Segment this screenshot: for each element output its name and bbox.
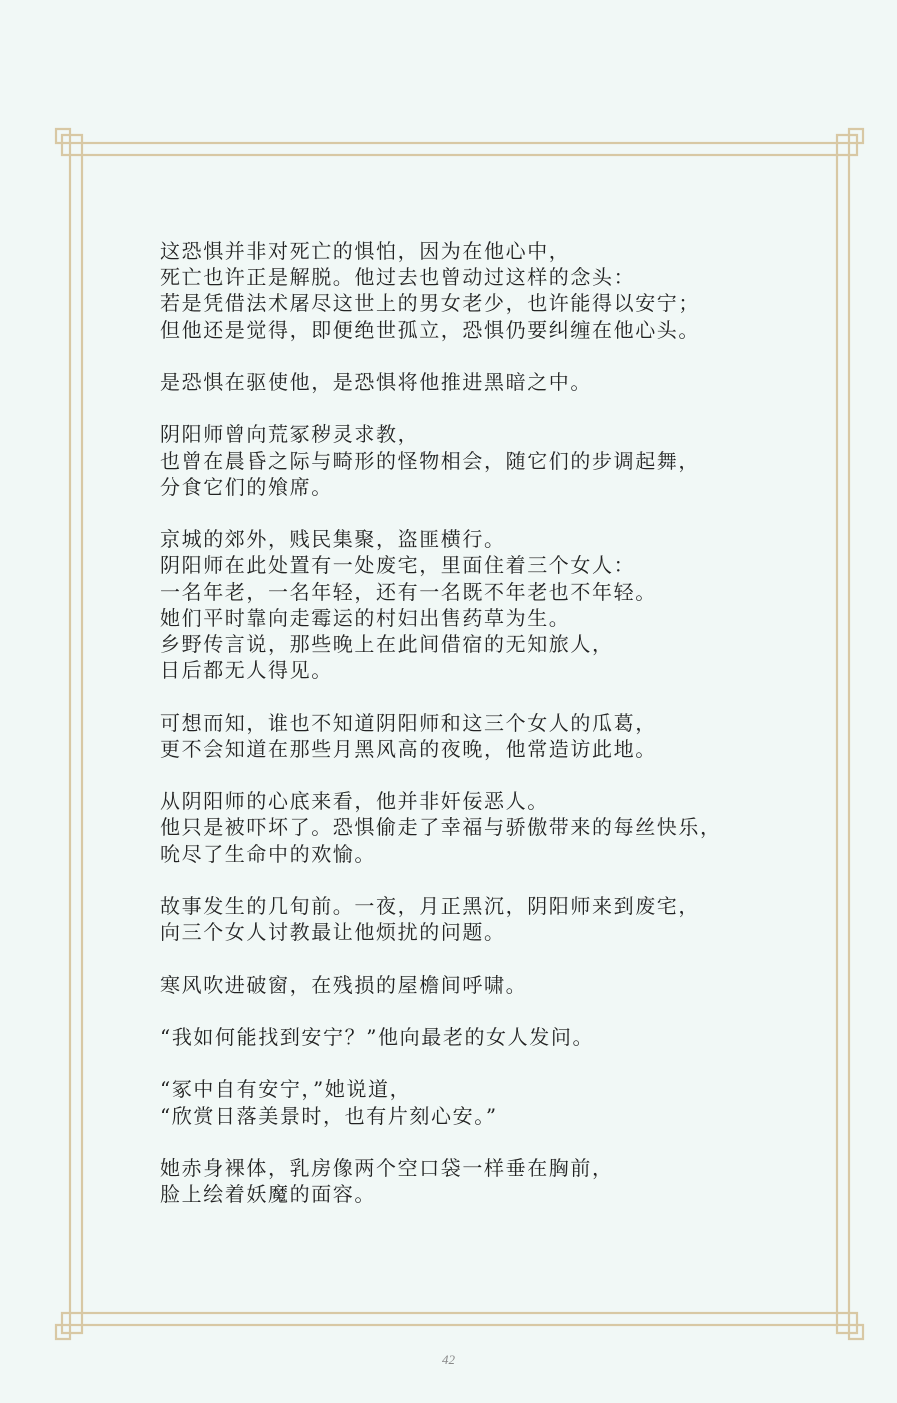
stanza-3 [160, 421, 780, 500]
text-line: “我如何能找到安宁？”他向最老的女人发问。 [160, 1024, 595, 1049]
stanza-10 [160, 1076, 780, 1128]
page-number: 42 [442, 1352, 455, 1367]
text-line: 也曾在晨昏之际与畸形的怪物相会，随它们的步调起舞， [160, 448, 700, 473]
text-line: 他只是被吓坏了。恐惧偷走了幸福与骄傲带来的每丝快乐， [160, 815, 722, 840]
stanza-6 [160, 788, 780, 867]
stanza-1 [160, 238, 780, 343]
text-line: 故事发生的几旬前。一夜，月正黑沉，阴阳师来到废宅， [160, 893, 700, 918]
stanza-4 [160, 526, 780, 683]
stanza-11 [160, 1155, 780, 1207]
text-line: 但他还是觉得，即便绝世孤立，恐惧仍要纠缠在他心头。 [160, 317, 700, 342]
text-line: 是恐惧在驱使他，是恐惧将他推进黑暗之中。 [160, 370, 592, 394]
poem-text [160, 238, 780, 1234]
text-line: 她们平时靠向走霉运的村妇出售药草为生。 [160, 605, 571, 630]
text-line: 脸上绘着妖魔的面容。 [160, 1182, 376, 1207]
text-line: 更不会知道在那些月黑风高的夜晚，他常造访此地。 [160, 736, 657, 761]
stanza-5 [160, 710, 780, 762]
text-line: 日后都无人得见。 [160, 658, 333, 683]
text-line: 阴阳师在此处置有一处废宅，里面住着三个女人： [160, 553, 636, 578]
stanza-2 [160, 369, 780, 395]
stanza-9 [160, 1024, 780, 1050]
text-line: 阴阳师曾向荒冢秽灵求教， [160, 422, 420, 447]
text-line: 她赤身裸体，乳房像两个空口袋一样垂在胸前， [160, 1155, 614, 1180]
text-line: 若是凭借法术屠尽这世上的男女老少，也许能得以安宁； [160, 291, 700, 316]
text-line: “冢中自有安宁，”她说道， [160, 1077, 412, 1102]
text-line: 分食它们的飧席。 [160, 474, 333, 499]
text-line: 可想而知，谁也不知道阴阳师和这三个女人的瓜葛， [160, 710, 657, 735]
text-line: 一名年老，一名年轻，还有一名既不年老也不年轻。 [160, 579, 657, 604]
text-line: 寒风吹进破窗，在残损的屋檐间呼啸。 [160, 972, 528, 997]
text-line: 京城的郊外，贱民集聚，盗匪横行。 [160, 527, 506, 552]
text-line: 吮尽了生命中的欢愉。 [160, 841, 376, 866]
text-line: 乡野传言说，那些晚上在此间借宿的无知旅人， [160, 632, 614, 656]
text-line: “欣赏日落美景时，也有片刻心安。” [160, 1103, 498, 1128]
stanza-7 [160, 893, 780, 945]
stanza-8 [160, 972, 780, 998]
text-line: 从阴阳师的心底来看，他并非奸佞恶人。 [160, 789, 549, 814]
text-line: 向三个女人讨教最让他烦扰的问题。 [160, 920, 506, 945]
text-line: 这恐惧并非对死亡的惧怕，因为在他心中， [160, 239, 571, 263]
text-line: 死亡也许正是解脱。他过去也曾动过这样的念头： [160, 265, 636, 290]
